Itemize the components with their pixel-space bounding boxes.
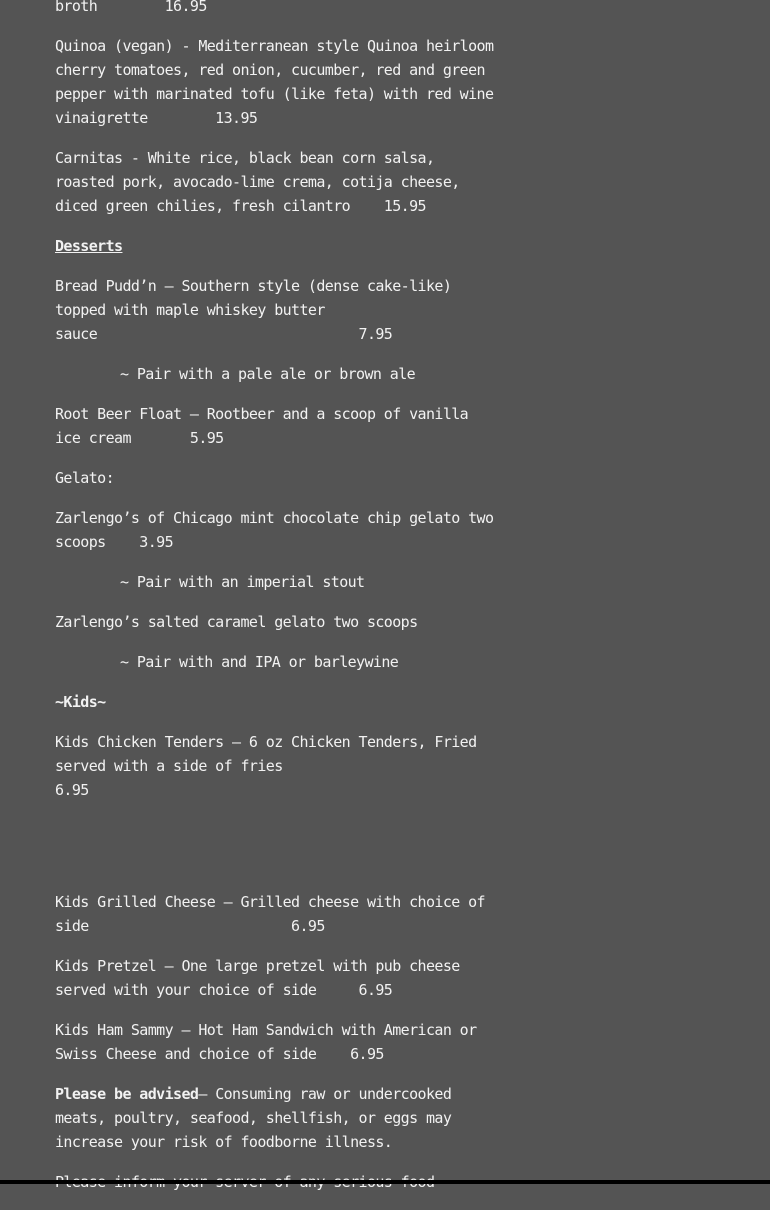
- menu-item-kids-tenders: Kids Chicken Tenders — 6 oz Chicken Tenders, Fried served with a side of fries 6.95: [55, 733, 477, 799]
- pairing-note-bread-pudding: ~ Pair with a pale ale or brown ale: [120, 365, 416, 383]
- menu-item-kids-grilled-cheese: Kids Grilled Cheese — Grilled cheese with choice of side 6.95: [55, 893, 494, 935]
- menu-item-carnitas: Carnitas - White rice, black bean corn salsa, roasted pork, avocado-lime crema, cotija cheese, diced green chilies, fresh cilantro 15.95: [55, 149, 469, 215]
- pairing-note-caramel-gelato: ~ Pair with and IPA or barleywine: [120, 653, 399, 671]
- advisory-text: — Consuming raw or undercooked meats, poultry, seafood, shellfish, or eggs may increase your risk of foodborne illness.: [55, 1085, 460, 1151]
- desserts-heading: Desserts: [55, 237, 123, 255]
- menu-item-kids-pretzel: Kids Pretzel — One large pretzel with pub cheese served with your choice of side 6.95: [55, 957, 469, 999]
- advisory-notice: [55, 1082, 495, 1154]
- gelato-label: Gelato:: [55, 469, 115, 487]
- kids-heading: ~Kids~: [55, 693, 106, 711]
- menu-item-bread-pudding: Bread Pudd’n — Southern style (dense cake-like) topped with maple whiskey butter sauce 7.95: [55, 277, 452, 343]
- menu-item-mint-gelato: Zarlengo’s of Chicago mint chocolate chip gelato two scoops 3.95: [55, 509, 502, 551]
- bottom-edge-bar: [0, 1180, 770, 1184]
- menu-content: [55, 0, 502, 1210]
- menu-item-root-beer-float: Root Beer Float — Rootbeer and a scoop of vanilla ice cream 5.95: [55, 405, 477, 447]
- menu-item-kids-ham-sammy: Kids Ham Sammy — Hot Ham Sandwich with American or Swiss Cheese and choice of side 6.95: [55, 1021, 485, 1063]
- menu-item-broth: broth 16.95: [55, 0, 207, 15]
- menu-item-quinoa: Quinoa (vegan) - Mediterranean style Quinoa heirloom cherry tomatoes, red onion, cucumber, red and green pepper with marinated tofu (like feta) with red wine vinaigrette 13.95: [55, 37, 502, 127]
- menu-item-caramel-gelato: Zarlengo’s salted caramel gelato two scoops: [55, 613, 418, 631]
- pairing-note-mint-gelato: ~ Pair with an imperial stout: [120, 573, 365, 591]
- advisory-label: Please be advised: [55, 1085, 199, 1103]
- spacer: [55, 818, 495, 890]
